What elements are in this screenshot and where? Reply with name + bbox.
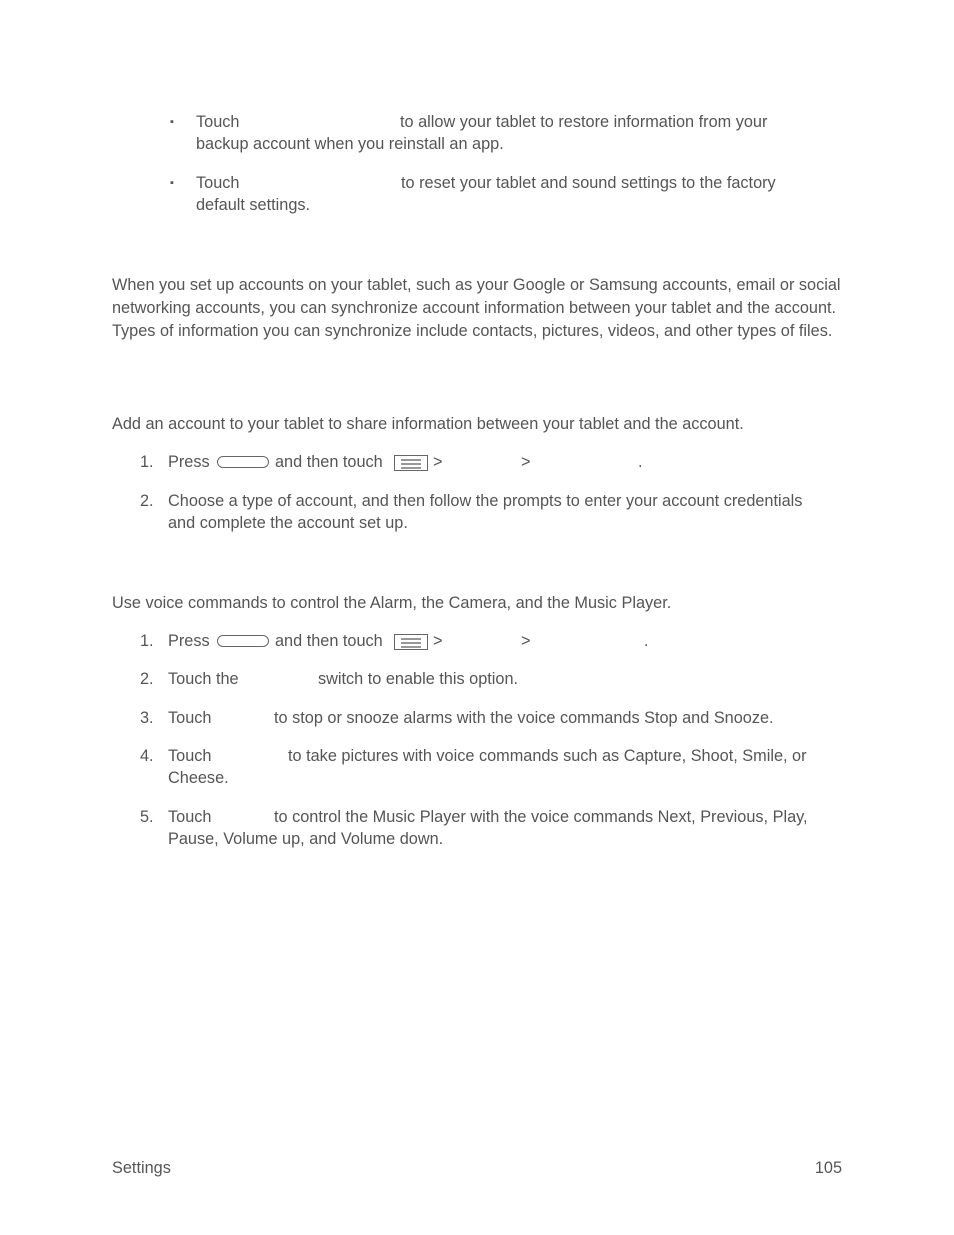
breadcrumb-separator: > [521, 632, 531, 650]
step-number: 4. [140, 747, 154, 765]
step-text: Press [168, 632, 210, 650]
menu-key-icon [394, 634, 428, 650]
menu-key-icon [394, 455, 428, 471]
bullet-text-continued: default settings. [196, 196, 311, 214]
bullet-touch-text: Touch [196, 174, 240, 192]
add-account-intro: Add an account to your tablet to share information between your tablet and the account. [112, 415, 744, 433]
step-text: and then touch [275, 632, 383, 650]
page-number: 105 [814, 1159, 842, 1177]
step-text: Touch [168, 808, 212, 826]
step-number: 1. [140, 453, 154, 471]
step-text: and then touch [275, 453, 383, 471]
bullet-marker: ▪ [170, 116, 174, 128]
home-key-icon [217, 456, 269, 468]
step-text: Press [168, 453, 210, 471]
bullet-marker: ▪ [170, 177, 174, 189]
step-number: 2. [140, 670, 154, 688]
step-number: 1. [140, 632, 154, 650]
bullet-text: to reset your tablet and sound settings to the factory [401, 174, 776, 192]
step-text-continued: Pause, Volume up, and Volume down. [168, 830, 444, 848]
bullet-text-continued: backup account when you reinstall an app. [196, 135, 504, 153]
bullet-text: to allow your tablet to restore information from your [400, 113, 768, 131]
step-text-continued: and complete the account set up. [168, 514, 408, 532]
footer-section-title: Settings [112, 1159, 171, 1177]
home-key-icon [217, 635, 269, 647]
step-text: Touch [168, 747, 212, 765]
step-text: to stop or snooze alarms with the voice commands Stop and Snooze. [274, 709, 774, 727]
accounts-intro-paragraph: When you set up accounts on your tablet, such as your Google or Samsung accounts, email or social networking accounts, you can synchronize account information between your tablet and the account. Types of information you can synchronize include contacts, pictures, videos, and other types of files. [112, 276, 841, 340]
bullet-touch-text: Touch [196, 113, 240, 131]
breadcrumb-separator: > [433, 632, 443, 650]
voice-control-intro: Use voice commands to control the Alarm, the Camera, and the Music Player. [112, 594, 672, 612]
step-text: Choose a type of account, and then follow the prompts to enter your account credentials [168, 492, 803, 510]
step-number: 5. [140, 808, 154, 826]
step-end-period: . [638, 453, 643, 471]
step-text-continued: Cheese. [168, 769, 229, 787]
breadcrumb-separator: > [433, 453, 443, 471]
step-text: to take pictures with voice commands such as Capture, Shoot, Smile, or [288, 747, 807, 765]
step-number: 3. [140, 709, 154, 727]
step-end-period: . [644, 632, 649, 650]
breadcrumb-separator: > [521, 453, 531, 471]
step-text: to control the Music Player with the voice commands Next, Previous, Play, [274, 808, 808, 826]
step-text: Touch the [168, 670, 239, 688]
step-number: 2. [140, 492, 154, 510]
step-text: switch to enable this option. [318, 670, 519, 688]
step-text: Touch [168, 709, 212, 727]
